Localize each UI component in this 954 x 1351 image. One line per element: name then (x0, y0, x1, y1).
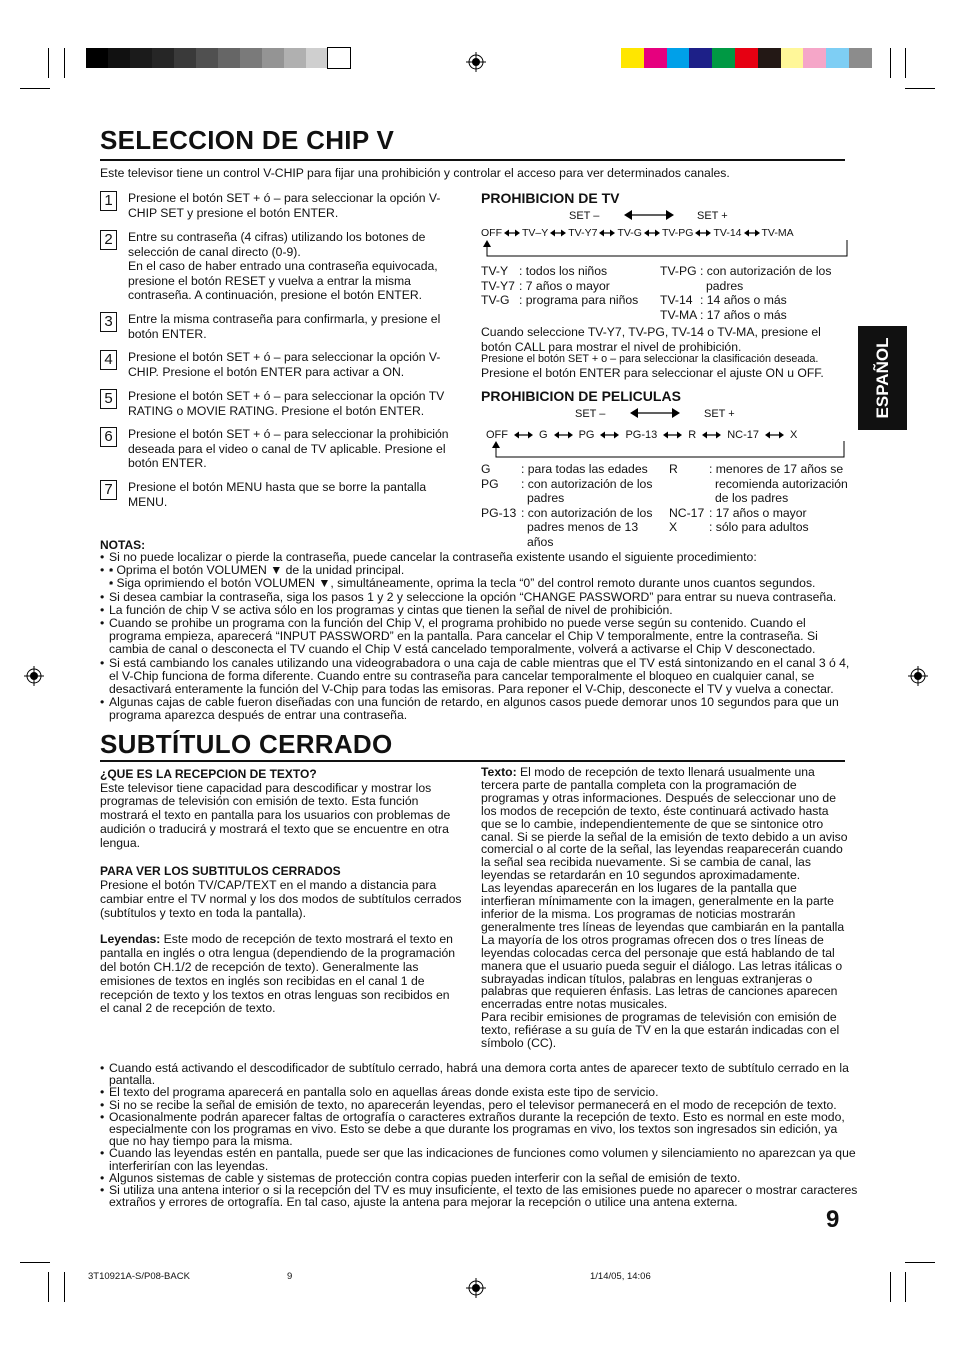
double-arrow-icon (695, 228, 711, 238)
page-number: 9 (826, 1206, 840, 1233)
rating-description: : con autorización de los padres (521, 476, 653, 505)
step-number: 5 (100, 389, 117, 409)
rating-code: TV-PG (661, 227, 694, 239)
rating-code: PG-13 (481, 505, 517, 520)
section-title: SUBTÍTULO CERRADO (100, 729, 393, 759)
recepcion-heading: ¿QUE ES LA RECEPCION DE TEXTO? (100, 767, 317, 781)
rating-code: TV-14 (660, 293, 693, 307)
calibration-swatch (262, 48, 284, 68)
leyendas-ubicacion-text: Las leyendas aparecerán en los lugares de la pantalla que interfieran mínimamente con la imagen, generalmente en la parte inferior de la misma. Los programas de noticias mostrarán generalmente tres líneas de leyendas que cambiarán en la pantalla La mayoría de los otros programas ofrecen dos o tres líneas de leyendas colocadas cerca del personaje que está hablando de tal manera que el usuario pueda seguir el diálogo. Las letras itálicas o subrayadas indican títulos, palabras en lenguas extranjeras o palabras que requieren énfasis. Las letras de canciones aparecen encerradas entre notas musicales. (481, 881, 845, 1012)
rating-code: G (481, 462, 491, 476)
step-number: 1 (100, 191, 117, 211)
registration-mark-icon (24, 666, 44, 686)
step-text: Entre la misma contraseña para confirmarla, y presione el botón ENTER. (128, 312, 441, 341)
subtitulos-text: Presione el botón TV/CAP/TEXT en el mando a distancia para cambiar entre el TV normal y los dos modos de subtítulos cerrados (subtítulos y texto en toda la pantalla). (100, 877, 462, 920)
title-underline (100, 159, 845, 161)
movie-rating-heading: PROHIBICION DE PELICULAS (481, 388, 681, 404)
notes-list (100, 551, 860, 723)
rating-description: : 17 años o más (700, 307, 787, 322)
step-text: Presione el botón SET + ó – para seleccionar la opción V-CHIP SET y presione el botón ENTER. (128, 191, 441, 220)
step-number: 2 (100, 230, 117, 250)
right-column (481, 766, 849, 1050)
note-item: • Si desea cambiar la contraseña, siga los pasos 1 y 2 y seleccione la opción “CHANGE PASSWORD” para entrar su nueva contraseña. (100, 591, 860, 604)
rating-description: : 7 años o mayor (519, 278, 610, 293)
rating-definition (481, 506, 666, 550)
language-tab-label: ESPAÑOL (872, 337, 892, 419)
footer-page: 9 (287, 1271, 293, 1282)
grayscale-calibration-bar (86, 48, 350, 68)
double-arrow-icon (550, 228, 566, 238)
calibration-swatch (644, 48, 667, 68)
calibration-swatch (689, 48, 712, 68)
rating-code: R (669, 462, 678, 476)
rating-description: : sólo para adultos (709, 520, 809, 534)
calibration-swatch (758, 48, 781, 68)
leyendas-text: Este modo de recepción de texto mostrará el texto en pantalla en inglés o otra lengua (dependiendo de la programación del botón CH.1/2 de recepción de texto). Generalmente las emisiones de textos en inglés son recibidas en el canal 1 de recepción de texto y los textos en otras lenguas son recibidos en el canal 2 de recepción de texto. (100, 932, 456, 1016)
tv-rating-defs-right (660, 264, 850, 322)
rating-code: G (539, 429, 548, 441)
calibration-swatch (781, 48, 804, 68)
calibration-swatch (803, 48, 826, 68)
double-arrow-icon (504, 228, 520, 238)
rating-code: X (669, 520, 678, 534)
rating-code: TV-Y7 (568, 227, 598, 239)
title-underline (100, 760, 845, 762)
note-sub-item: • • - Oprima el botón VOLUMEN ▼ de la unidad principal. (109, 564, 860, 577)
rating-code: OFF (481, 227, 502, 239)
tv-rating-heading: PROHIBICION DE TV (481, 190, 620, 206)
note-item: • Algunas cajas de cable fueron diseñadas con una función de retardo, en algunos casos puede demorar unos 10 segundos para que un programa aparezca después de entrar una contraseña. (100, 696, 860, 722)
leyendas-label: Leyendas: (100, 932, 161, 947)
note-sub-item: • - Siga oprimiendo el botón VOLUMEN ▼, simultáneamente, oprima la tecla “0” del control remoto durante unos cuantos segundos. (109, 577, 860, 590)
rating-definition (481, 477, 666, 506)
left-column (100, 767, 462, 1016)
texto-paragraph (481, 766, 849, 882)
calibration-swatch (196, 48, 218, 68)
rating-code: TV–Y (522, 227, 549, 239)
rating-code: X (790, 429, 798, 441)
rating-code: OFF (486, 429, 508, 441)
rating-code: TV-PG (660, 264, 697, 278)
rating-description: : 14 años o más (700, 293, 787, 307)
leyendas-paragraph (100, 933, 462, 1016)
texto-label: Texto: (481, 765, 517, 779)
calibration-swatch (712, 48, 735, 68)
double-arrow-icon (624, 209, 674, 221)
note-item: • Algunos sistemas de cable y sistemas de protección contra copias pueden interferir con la señal de emisión de texto. (100, 1172, 860, 1184)
subtitulos-heading: PARA VER LOS SUBTITULOS CERRADOS (100, 864, 341, 879)
calibration-swatch (306, 48, 328, 68)
step-text: Entre su contraseña (4 cifras) utilizando los botones de selección de canal directo (0-9). En el caso de haber entrado una contraseña equivocada, presione el botón RESET y vuelva a entrar la misma contraseña. A continuación, presione el botón ENTER. (128, 230, 438, 302)
rating-description: : todos los niños (519, 264, 608, 278)
rating-code: TV-MA (660, 307, 698, 322)
step-number: 6 (100, 427, 117, 447)
step-text: Presione el botón MENU hasta que se borre la pantalla MENU. (128, 480, 427, 509)
note-sub-list (100, 564, 860, 590)
rating-code: NC-17 (669, 505, 705, 520)
calibration-swatch (284, 48, 306, 68)
double-arrow-icon (644, 228, 660, 238)
rating-code: PG (578, 429, 595, 441)
calibration-swatch (621, 48, 644, 68)
double-arrow-icon (702, 430, 721, 440)
rating-code: R (688, 429, 697, 441)
set-minus-label: SET – (569, 210, 600, 222)
calibration-swatch (174, 48, 196, 68)
language-tab (858, 326, 907, 430)
rating-description: : programa para niños (519, 293, 639, 307)
note-item: • Cuando está activando el descodificador de subtítulo cerrado, habrá una demora corta antes de aparecer texto de subtítulo cerrado en la pantalla. (100, 1062, 860, 1086)
movie-rating-defs-left (481, 462, 666, 549)
registration-mark-icon (908, 666, 928, 686)
note-item: • Si no puede localizar o pierde la contraseña, puede cancelar la contraseña existente usando el siguiente procedimiento: (100, 551, 860, 564)
rating-definition (481, 293, 656, 308)
calibration-swatch (849, 48, 872, 68)
calibration-swatch (328, 48, 350, 68)
rating-code: TV-Y (481, 264, 509, 278)
rating-code: PG-13 (625, 429, 658, 441)
note-item: • Ocasionalmente podrán aparecer faltas de ortografía o caracteres extraños durante la recepción de texto. Esto es normal en este modo, especialmente con los programas en vivo. Esto se debe a que durante los programas en vivo, los textos son ingresados sin edición, ya que no hay tiempo para la misma. (100, 1111, 860, 1148)
rating-description: : menores de 17 años se recomienda autorización de los padres (709, 462, 848, 505)
tv-note-enter: Presione el botón ENTER para seleccionar el ajuste ON u OFF. (481, 366, 824, 380)
movie-rating-sequence (486, 429, 797, 441)
note-item: • El texto del programa aparecerá en pantalla solo en aquellas áreas donde exista este tipo de servicio. (100, 1086, 860, 1098)
wrap-arrow-icon (481, 240, 851, 260)
cc-symbol-text: Para recibir emisiones de programas de televisión con emisión de texto, refiérase a su guía de TV en la que estarán indicadas con el símbolo (CC). (481, 1010, 840, 1051)
double-arrow-icon (765, 430, 784, 440)
note-item: • Si no se recibe la señal de emisión de texto, no aparecerán leyendas, pero el televisor permanecerá en el modo de recepción de texto. (100, 1099, 860, 1111)
rating-code: TV-G (617, 227, 642, 239)
calibration-swatch (86, 48, 108, 68)
step-number: 3 (100, 312, 117, 332)
rating-code: TV-MA (761, 227, 794, 239)
calibration-swatch (108, 48, 130, 68)
closed-caption-notes (100, 1062, 860, 1208)
set-plus-label: SET + (697, 210, 728, 222)
footer-code: 3T10921A-S/P08-BACK (88, 1271, 190, 1282)
rating-code: PG (481, 476, 499, 491)
calibration-swatch (667, 48, 690, 68)
rating-definition (481, 264, 656, 279)
rating-definition (669, 462, 861, 506)
rating-definition (481, 279, 656, 294)
note-item: • Cuando las leyendas estén en pantalla, puede ser que las indicaciones de funciones como volumen y silenciamiento no aparezcan ya que interferirían con las leyendas. (100, 1147, 860, 1171)
rating-code: NC-17 (727, 429, 760, 441)
step-text: Presione el botón SET + ó – para seleccionar la opción V-CHIP. Presione el botón ENTER para activar a ON. (128, 350, 441, 379)
rating-description: : con autorización de los padres menos de 13 años (521, 505, 653, 549)
tv-note-set: Presione el botón SET + o – para seleccionar la clasificación deseada. (481, 353, 819, 365)
set-minus-label: SET – (575, 408, 606, 420)
tv-rating-defs-left (481, 264, 656, 308)
double-arrow-icon (599, 228, 615, 238)
rating-definition (481, 462, 666, 477)
movie-rating-defs-right (669, 462, 861, 535)
notes-heading: NOTAS: (100, 538, 146, 552)
step-text: Presione el botón SET + ó – para seleccionar la prohibición deseada para el video o canal de TV aplicable. Presione el botón ENTER. (128, 427, 449, 470)
double-arrow-icon (630, 407, 680, 419)
rating-definition (660, 264, 850, 293)
calibration-swatch (826, 48, 849, 68)
double-arrow-icon (663, 430, 682, 440)
rating-definition (669, 520, 861, 535)
color-calibration-bar (621, 48, 872, 68)
double-arrow-icon (514, 430, 533, 440)
set-plus-label: SET + (704, 408, 735, 420)
step-text: Presione el botón SET + ó – para seleccionar la opción TV RATING o MOVIE RATING. Presione el botón ENTER. (128, 389, 445, 418)
recepcion-text: Este televisor tiene capacidad para descodificar y mostrar los programas de televisión con emisión de texto. Esta función mostrará el texto en pantalla para los usuarios con problemas de audición o traducirá y mostrará el texto que se encuentre en otra lengua. (100, 780, 451, 850)
page-title: SELECCION DE CHIP V (100, 125, 395, 155)
note-item: • La función de chip V se activa sólo en los programas y cintas que tienen la señal de nivel de prohibición. (100, 604, 860, 617)
double-arrow-icon (554, 430, 573, 440)
registration-mark-icon (466, 1278, 486, 1298)
note-item: • Cuando se prohibe un programa con la función del Chip V, el programa prohibido no puede verse según su contenido. Cuando el programa empieza, aparecerá “INPUT PASSWORD” en la pantalla. Para cancelar el Chip V temporalmente, entre la contraseña. Si cambia de canal o desconecta el TV cuando el Chip V está cancelado temporalmente, volverá a activarse el Chip V desconectado. (100, 617, 860, 657)
rating-description: : con autorización de los padres (700, 264, 832, 293)
wrap-arrow-icon (486, 441, 850, 461)
tv-note-call: Cuando seleccione TV-Y7, TV-PG, TV-14 o TV-MA, presione el botón CALL para mostrar el nivel de prohibición. (481, 325, 821, 354)
intro-text: Este televisor tiene un control V-CHIP para fijar una prohibición y controlar el acceso para ver determinados canales. (100, 166, 730, 180)
rating-description: : 17 años o mayor (709, 505, 807, 520)
texto-text: El modo de recepción de texto llenará usualmente una tercera parte de pantalla completa con la programación de programas y otras informaciones. Después de seleccionar uno de los modos de recepción de texto, éste continuará activado hasta que se lo cambie, independientemente de que se sintonice otro canal. Si se pierde la señal de la emisión de texto debido a un aviso comercial o al corte de la señal, las leyendas reaparecerán cuando la señal sea recibida nuevamente. Si se cambia de canal, las leyendas se retardarán en 10 segundos aproximadamente. (481, 765, 848, 883)
double-arrow-icon (744, 228, 760, 238)
note-item: • Si utiliza una antena interior o si la recepción del TV es muy insuficiente, el texto de las emisiones puede no aparecer o mostrar caracteres extraños y errores de ortografía. En tal caso, ajuste la antena para mejorar la recepción o utilice una antena externa. (100, 1184, 860, 1208)
calibration-swatch (735, 48, 758, 68)
note-item: • Si está cambiando los canales utilizando una videograbadora o una caja de cable mientras que el TV está sintonizando en el canal 3 ó 4, el V-Chip funciona de forma diferente. Cuando entre su contraseña para cancelar temporalmente el bloqueo en cualquier canal, se desactivará enteramente la función del V-Chip para todas las emisoras. Para reponer el V-Chip, desconecte el TV y vuelva a conectar. (100, 657, 860, 697)
footer-date: 1/14/05, 14:06 (590, 1271, 651, 1282)
rating-description: : para todas las edades (521, 462, 648, 476)
tv-rating-sequence (481, 227, 794, 239)
rating-definition (660, 308, 850, 323)
rating-code: TV-Y7 (481, 278, 515, 293)
rating-definition (660, 293, 850, 308)
rating-definition (669, 506, 861, 521)
step-number: 7 (100, 480, 117, 500)
calibration-swatch (240, 48, 262, 68)
double-arrow-icon (600, 430, 619, 440)
step-number: 4 (100, 350, 117, 370)
calibration-swatch (218, 48, 240, 68)
registration-mark-icon (466, 52, 486, 72)
rating-code: TV-14 (713, 227, 742, 239)
calibration-swatch (152, 48, 174, 68)
calibration-swatch (130, 48, 152, 68)
rating-code: TV-G (481, 293, 510, 307)
